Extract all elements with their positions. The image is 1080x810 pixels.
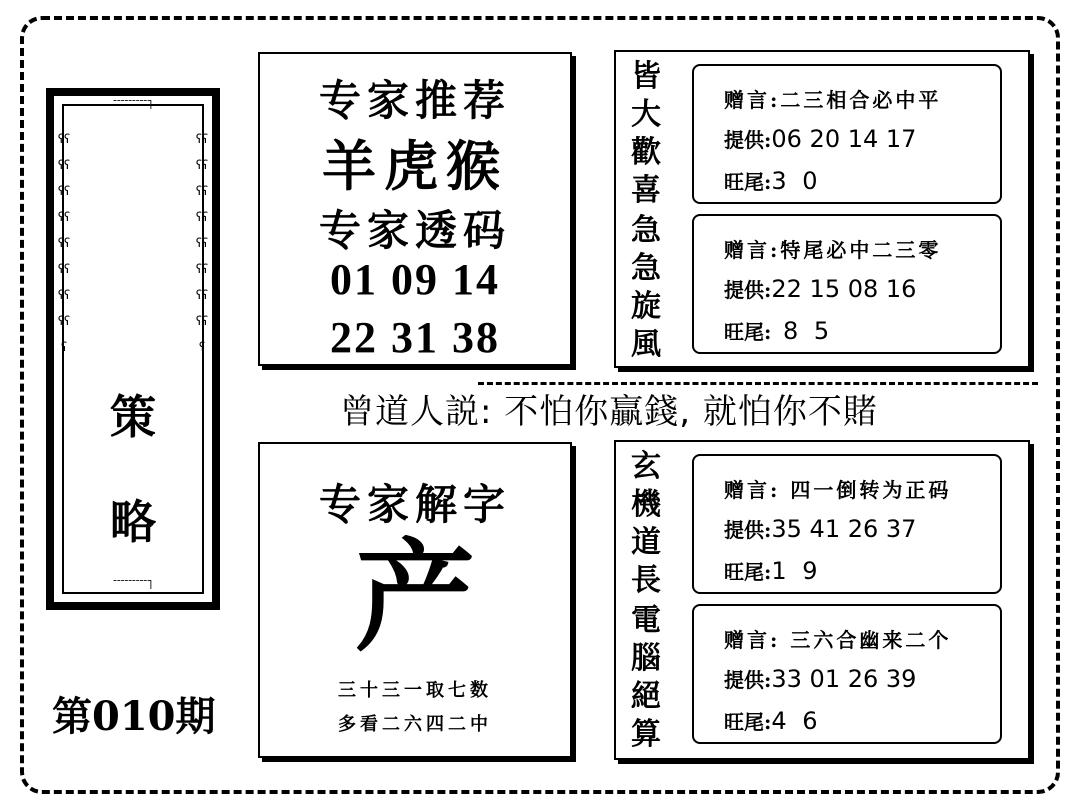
tip-tail-row [724, 166, 994, 195]
tip-gift-text: 赠言:特尾必中二三零 [724, 238, 942, 262]
banner-right-ornament: ʕʕʕʕʕʕʕʕʕʕʕʕʕʕʕʕʕ [195, 132, 209, 354]
tip-provide-row [724, 664, 994, 693]
tip-card [692, 214, 1002, 354]
tail-label: 旺尾: [724, 560, 772, 584]
tip-gift-text: 赠言: 三六合幽来二个 [724, 628, 952, 652]
tip-card [692, 64, 1002, 204]
tip-provide-row [724, 274, 994, 303]
slogan-text: 曾道人説: 不怕你贏錢, 就怕你不賭 [340, 392, 878, 432]
provide-label: 提供: [724, 278, 772, 302]
recommend-heading: 专家推荐 [318, 76, 511, 125]
banner-title-bottom: 略 [110, 495, 156, 549]
provide-numbers: 22 15 08 16 [771, 275, 917, 303]
tail-label: 旺尾: [724, 320, 772, 344]
explain-character: 产 [355, 527, 475, 668]
banner-left-ornament: ʕʕʕʕʕʕʕʕʕʕʕʕʕʕʕʕʕ [57, 132, 71, 354]
tail-numbers: 3 0 [771, 167, 822, 195]
explain-poem-line1: 三十三一取七数 [338, 680, 492, 701]
tip-tail-row [724, 706, 994, 735]
tail-numbers: 1 9 [771, 557, 822, 585]
recommend-zodiacs: 羊虎猴 [322, 134, 508, 198]
panel-a-label-2: 急 急 旋 風 [631, 213, 661, 362]
tail-numbers: 4 6 [771, 707, 822, 735]
provide-numbers: 35 41 26 37 [771, 515, 917, 543]
tip-provide-row [724, 124, 994, 153]
tip-gift-text: 赠言: 四一倒转为正码 [724, 478, 952, 502]
panel-a-label-1: 皆 大 歡 喜 [631, 59, 661, 208]
provide-numbers: 33 01 26 39 [771, 665, 917, 693]
banner-top-ornament: ˥˥˥˥˥˥˥˥˥˥ [112, 98, 154, 113]
tip-tail-row [724, 316, 994, 345]
issue-number: 第010期 [52, 693, 216, 740]
panel-b-label-2: 電 腦 絕 算 [631, 603, 661, 752]
tail-numbers: 8 5 [771, 317, 834, 345]
provide-label: 提供: [724, 518, 772, 542]
strategy-banner [46, 88, 220, 610]
explain-poem-line2: 多看二六四二中 [338, 714, 492, 735]
tip-provide-row [724, 514, 994, 543]
expert-explain-box [258, 442, 572, 758]
banner-title-top: 策 [110, 390, 156, 444]
tip-gift-text: 赠言:二三相合必中平 [724, 88, 942, 112]
explain-heading: 专家解字 [318, 480, 511, 529]
tip-tail-row [724, 556, 994, 585]
tips-panel-a [614, 50, 1030, 368]
tip-card [692, 454, 1002, 594]
reveal-numbers-line1: 01 09 14 [330, 255, 500, 304]
tail-label: 旺尾: [724, 710, 772, 734]
tail-label: 旺尾: [724, 170, 772, 194]
reveal-numbers-line2: 22 31 38 [330, 313, 500, 362]
provide-label: 提供: [724, 668, 772, 692]
expert-recommend-box [258, 52, 572, 366]
tips-panel-b [614, 440, 1030, 760]
banner-bottom-ornament: ˥˥˥˥˥˥˥˥˥˥ [112, 578, 154, 593]
tip-card [692, 604, 1002, 744]
provide-label: 提供: [724, 128, 772, 152]
reveal-heading: 专家透码 [318, 206, 511, 255]
panel-b-label-1: 玄 機 道 長 [631, 449, 661, 598]
provide-numbers: 06 20 14 17 [771, 125, 917, 153]
